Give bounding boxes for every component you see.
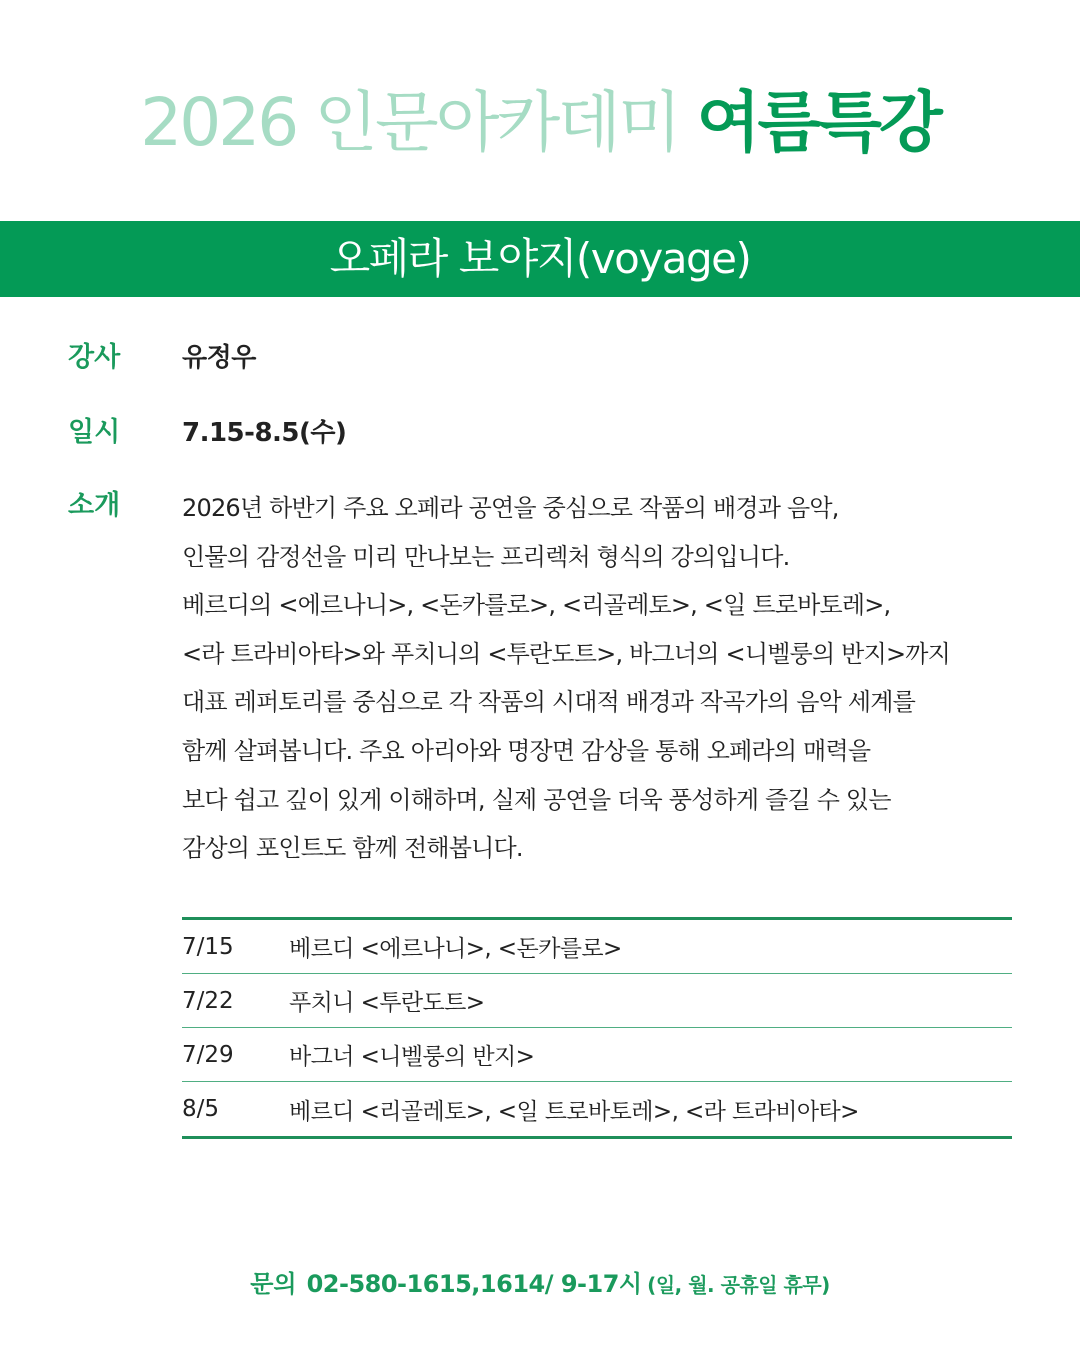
intro-label: 소개 <box>68 490 121 521</box>
schedule-date: 7/15 <box>182 933 234 960</box>
intro-line: 함께 살펴봅니다. 주요 아리아와 명장면 감상을 통해 오페라의 매력을 <box>182 736 871 765</box>
table-row <box>182 1082 1012 1136</box>
lecturer-label: 강사 <box>68 342 121 373</box>
schedule-desc: 바그너 <니벨룽의 반지> <box>289 1044 535 1070</box>
intro-line: 베르디의 <에르나니>, <돈카를로>, <리골레토>, <일 트로바토레>, <box>182 591 891 620</box>
intro-text <box>182 486 1042 875</box>
contact-phone: 02-580-1615,1614/ 9-17시 <box>306 1270 642 1298</box>
title-academy: 2026 인문아카데미 <box>140 84 679 161</box>
schedule-date: 8/5 <box>182 1096 220 1122</box>
table-row <box>182 920 1012 974</box>
lecture-title-banner <box>0 221 1080 297</box>
schedule-table <box>182 917 1012 1139</box>
intro-line: <라 트라비아타>와 푸치니의 <투란도트>, 바그너의 <니벨룽의 반지>까지 <box>182 639 951 668</box>
contact-info <box>0 1262 1080 1306</box>
title-summer-special: 여름특강 <box>696 84 940 161</box>
intro-line: 대표 레퍼토리를 중심으로 각 작품의 시대적 배경과 작곡가의 음악 세계를 <box>182 688 915 717</box>
schedule-date: 7/22 <box>182 987 234 1014</box>
intro-line: 2026년 하반기 주요 오페라 공연을 중심으로 작품의 배경과 음악, <box>182 494 839 522</box>
schedule-desc: 베르디 <에르나니>, <돈카를로> <box>289 936 622 962</box>
schedule-date: 7/29 <box>182 1041 234 1068</box>
schedule-desc: 푸치니 <투란도트> <box>289 990 485 1016</box>
contact-hours-note: (일, 월. 공휴일 휴무) <box>647 1273 830 1297</box>
intro-line: 인물의 감정선을 미리 만나보는 프리렉처 형식의 강의입니다. <box>182 542 790 571</box>
table-row <box>182 1028 1012 1082</box>
lecture-dates: 7.15-8.5(수) <box>182 418 347 448</box>
lecturer-name: 유정우 <box>182 343 256 373</box>
intro-line: 감상의 포인트도 함께 전해봅니다. <box>182 834 523 863</box>
contact-label: 문의 <box>250 1270 297 1298</box>
intro-line: 보다 쉽고 깊이 있게 이해하며, 실제 공연을 더욱 풍성하게 즐길 수 있는 <box>182 785 891 814</box>
poster-title <box>0 78 1080 168</box>
table-row <box>182 974 1012 1028</box>
lecture-title: 오페라 보야지(voyage) <box>329 234 751 283</box>
schedule-desc: 베르디 <리골레토>, <일 트로바토레>, <라 트라비아타> <box>289 1098 859 1125</box>
date-label: 일시 <box>68 417 121 448</box>
